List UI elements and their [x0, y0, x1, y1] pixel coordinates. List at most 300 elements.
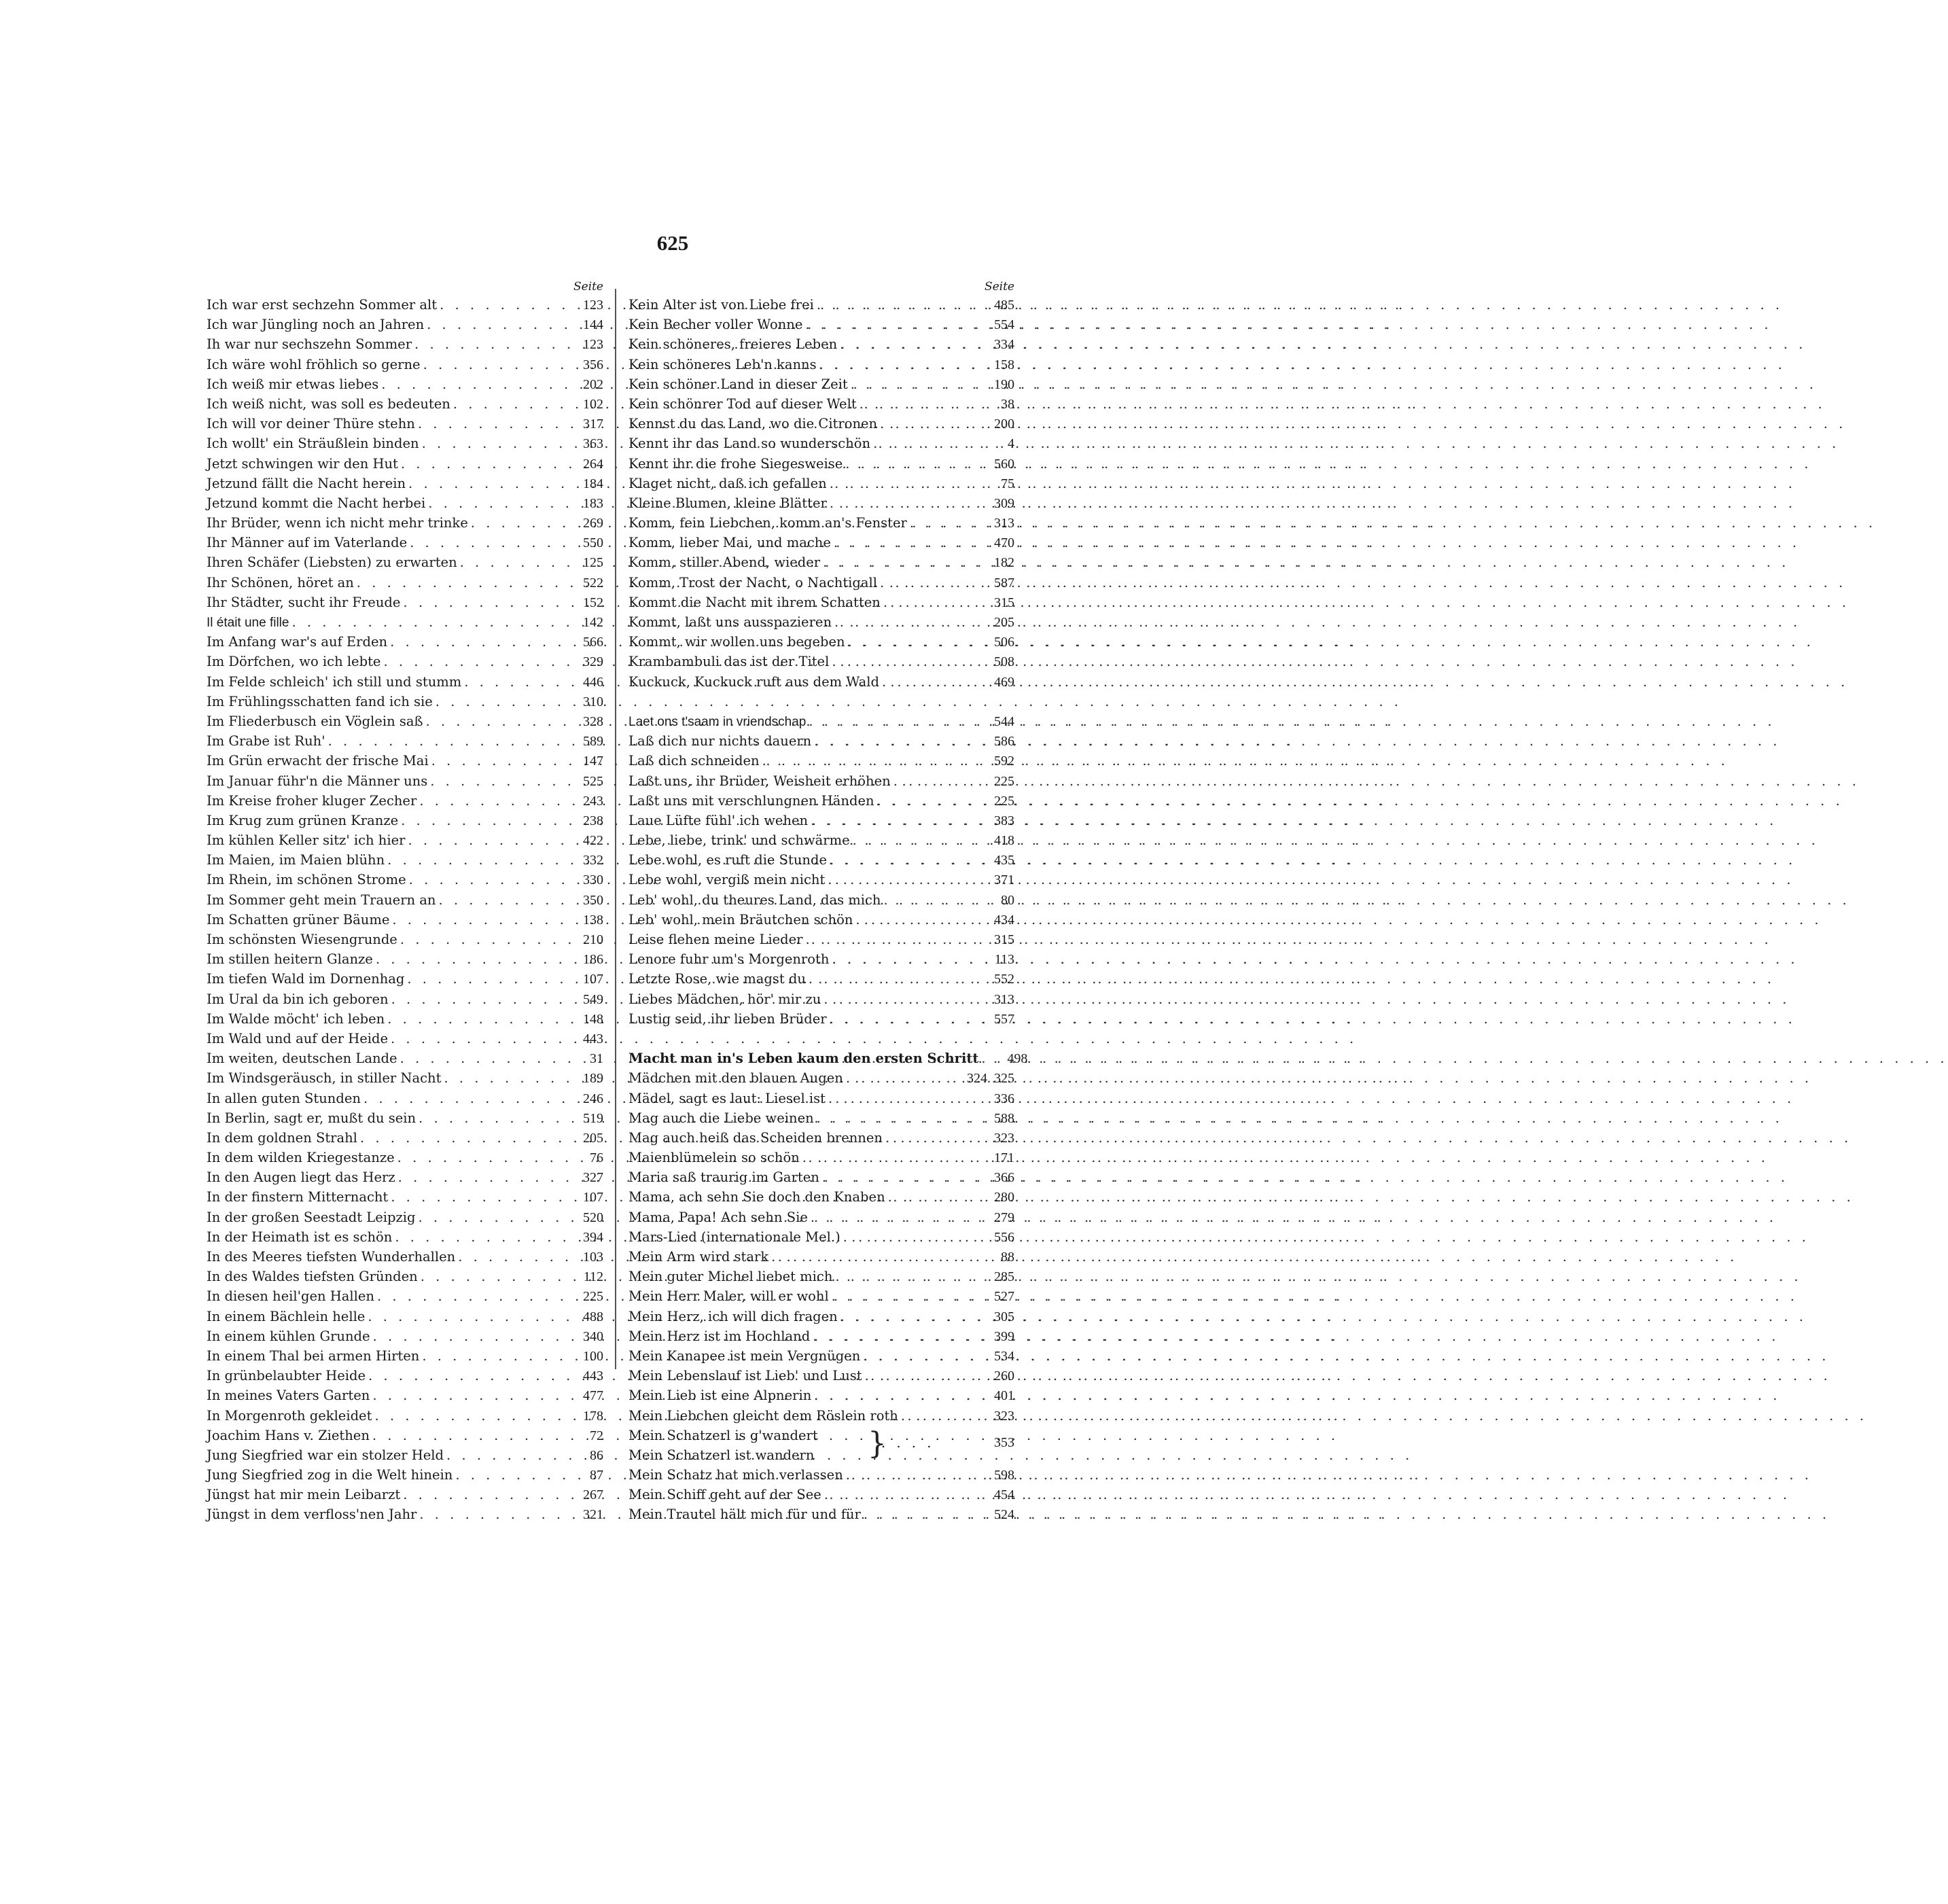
entry-title: In einem kühlen Grunde	[207, 1328, 370, 1344]
leader-dots	[406, 474, 569, 493]
entry-page-number: 305	[994, 1309, 1014, 1324]
index-entry	[207, 672, 603, 692]
entry-page-number: 107	[583, 1190, 603, 1205]
index-entry	[207, 1326, 603, 1346]
leader-dots	[405, 830, 569, 850]
entries-left	[207, 295, 603, 1525]
index-entry	[628, 612, 1014, 632]
entry-title: Im schönsten Wiesengrunde	[207, 932, 397, 947]
leader-dots	[814, 295, 980, 315]
leader-dots	[424, 315, 569, 334]
leader-dots	[808, 1207, 980, 1227]
index-entry	[628, 1247, 1014, 1267]
leader-dots	[380, 652, 569, 671]
index-entry	[207, 1227, 603, 1247]
leader-dots	[388, 1029, 569, 1048]
entry-title: Ihr Städter, sucht ihr Freude	[207, 594, 401, 610]
index-entry	[628, 1108, 1014, 1128]
index-entry	[628, 652, 1014, 671]
leader-dots	[444, 1445, 569, 1465]
seite-header-right: Seite	[984, 280, 1014, 294]
leader-dots	[819, 1167, 980, 1187]
entry-title: Im Windsgeräusch, in stiller Nacht	[207, 1070, 442, 1087]
entry-title: Im Walde möcht' ich leben	[207, 1010, 385, 1027]
index-entry	[207, 1386, 603, 1405]
index-column-left	[207, 279, 603, 1525]
entry-title: Jüngst in dem verfloss'nen Jahr	[207, 1506, 417, 1523]
entry-page-number: 488	[583, 1309, 603, 1324]
entry-page-number: 171	[994, 1150, 1014, 1166]
index-entry	[207, 811, 603, 830]
entry-page-number: 434	[994, 912, 1014, 928]
index-entry	[628, 850, 1014, 870]
leader-dots	[378, 374, 569, 394]
entry-page-number: 401	[994, 1388, 1014, 1404]
entry-page-number: 238	[583, 813, 603, 828]
entry-page-number: 327	[583, 1170, 603, 1186]
entry-page-number: 158	[994, 357, 1014, 372]
index-entry	[628, 533, 1014, 552]
entry-page-number: 443	[583, 1031, 603, 1046]
entry-title: Krambambuli das ist der Titel	[628, 654, 830, 670]
index-entry	[628, 1346, 1014, 1366]
index-entry	[628, 454, 1014, 474]
index-entry	[207, 1445, 603, 1465]
entry-page-number: 183	[583, 495, 603, 511]
entry-title: Im weiten, deutschen Lande	[207, 1051, 397, 1067]
entry-page-number: 190	[994, 376, 1014, 392]
leader-dots	[461, 672, 569, 692]
entry-title: Im stillen heitern Glanze	[207, 951, 373, 968]
entry-page-number: 520	[583, 1210, 603, 1225]
entry-page-number: 107	[583, 972, 603, 987]
entry-title: Im Maien, im Maien blühn	[207, 852, 385, 868]
index-entry	[207, 1286, 603, 1306]
index-entry	[207, 394, 603, 414]
index-entry	[207, 1307, 603, 1326]
brace-entry	[628, 1426, 1014, 1465]
entry-page-number: 399	[994, 1328, 1014, 1344]
index-entry	[628, 474, 1014, 493]
leader-dots	[407, 533, 569, 552]
index-entry	[628, 711, 1014, 731]
entry-title: Letzte Rose, wie magst du	[628, 971, 806, 987]
entry-page-number: 323	[994, 1130, 1014, 1146]
entry-page-number: 210	[583, 932, 603, 947]
leader-dots	[397, 930, 569, 949]
entry-page-number: 598	[994, 1468, 1014, 1483]
index-entry	[207, 652, 603, 671]
entry-title: In grünbelaubter Heide	[207, 1368, 366, 1384]
leader-dots	[398, 454, 569, 474]
entry-page-number: 225	[994, 773, 1014, 789]
leader-dots	[850, 830, 980, 850]
entry-page-number: 330	[583, 872, 603, 888]
entry-title: In der Heimath ist es schön	[207, 1229, 393, 1245]
index-entry	[628, 1227, 1014, 1247]
index-entry	[628, 394, 1014, 414]
leader-dots	[373, 949, 569, 969]
index-entry	[207, 573, 603, 593]
entry-page-number: 313	[994, 516, 1014, 531]
entry-page-number: 324. 325	[967, 1071, 1014, 1087]
entry-page-number: 557	[994, 1011, 1014, 1027]
index-entry	[628, 1089, 1014, 1108]
entry-title: Im Dörfchen, wo ich lebte	[207, 654, 381, 670]
leader-dots	[397, 1048, 569, 1068]
entry-title: In einem Thal bei armen Hirten	[207, 1347, 420, 1364]
leader-dots	[810, 1326, 980, 1346]
entry-title: Ihr Brüder, wenn ich nicht mehr trinke	[207, 515, 468, 531]
entry-title: Komm, fein Liebchen, komm an's Fenster	[628, 515, 907, 531]
index-entry	[628, 1504, 1014, 1524]
entry-page-number: 31	[590, 1051, 603, 1067]
leader-dots	[325, 731, 569, 751]
index-entry	[207, 751, 603, 771]
index-entry	[628, 1009, 1014, 1029]
entry-title: Im Fliederbusch ein Vöglein saß	[207, 713, 423, 729]
leader-dots	[811, 731, 980, 751]
index-entry	[628, 1307, 1014, 1326]
leader-dots	[387, 632, 569, 652]
entry-page-number: 328	[583, 713, 603, 729]
entry-page-number: 142	[583, 615, 603, 630]
leader-dots	[361, 1089, 569, 1108]
entry-title: Mädel, sagt es laut: Liesel ist	[628, 1090, 826, 1106]
entry-page-number: 315	[994, 595, 1014, 610]
entry-title: Im tiefen Wald im Dornenhag	[207, 971, 405, 987]
entry-title: Kommt, laßt uns ausspazieren	[628, 614, 832, 630]
index-entry	[628, 295, 1014, 315]
entry-page-number: 371	[994, 872, 1014, 888]
leader-dots	[370, 1426, 569, 1445]
leader-dots	[372, 1406, 569, 1426]
index-entry	[207, 1267, 603, 1286]
index-entry	[628, 989, 1014, 1009]
entry-page-number: 80	[1001, 892, 1014, 908]
entry-page-number: 86	[590, 1447, 603, 1463]
leader-dots	[808, 811, 980, 830]
leader-dots	[357, 1128, 569, 1148]
leader-dots	[416, 1108, 569, 1128]
entry-page-number: 38	[1001, 396, 1014, 412]
seite-header-left: Seite	[573, 280, 603, 294]
index-entry	[207, 949, 603, 969]
index-entry	[628, 930, 1014, 949]
entry-page-number: 125	[583, 555, 603, 571]
index-entry	[207, 513, 603, 533]
leader-dots	[423, 711, 569, 731]
index-entry	[207, 1406, 603, 1426]
entry-page-number: 88	[1001, 1250, 1014, 1265]
entry-page-number: 356	[583, 357, 603, 372]
leader-dots	[978, 1048, 993, 1068]
index-entry	[628, 1286, 1014, 1306]
index-entry	[207, 830, 603, 850]
leader-dots	[827, 493, 980, 513]
index-entry	[207, 969, 603, 989]
leader-dots	[803, 930, 980, 949]
entry-page-number: 506	[994, 635, 1014, 650]
entry-page-number: 443	[583, 1369, 603, 1384]
index-entry	[207, 1009, 603, 1029]
leader-dots	[832, 1267, 980, 1286]
leader-dots	[468, 513, 569, 533]
leader-dots	[385, 1009, 569, 1029]
entry-title: In einem Bächlein helle	[207, 1308, 366, 1324]
leader-dots	[415, 414, 569, 434]
entry-title: Im kühlen Keller sitz' ich hier	[207, 832, 406, 849]
entry-page-number: 587	[994, 575, 1014, 590]
index-entry	[628, 910, 1014, 930]
entry-title: Macht man in's Leben kaum den ersten Schritt	[628, 1051, 979, 1067]
entry-title: Mein Herz, ich will dich fragen	[628, 1308, 838, 1324]
leader-dots	[389, 989, 569, 1009]
leader-dots	[838, 1307, 980, 1326]
entries-m-end	[628, 1465, 1014, 1525]
entry-page-number: 418	[994, 833, 1014, 849]
entry-title: Laue Lüfte fühl' ich wehen	[628, 812, 809, 828]
leader-dots	[862, 1366, 980, 1386]
entry-page-number: 309	[994, 495, 1014, 511]
entry-page-number: 184	[583, 476, 603, 491]
entry-page-number: 113	[994, 952, 1014, 968]
leader-dots	[881, 890, 981, 910]
leader-dots	[825, 870, 980, 889]
leader-dots	[843, 1465, 980, 1485]
entry-title: Lenore fuhr um's Morgenroth	[628, 951, 830, 968]
entry-page-number: 383	[994, 813, 1014, 828]
entry-page-number: 279	[994, 1210, 1014, 1225]
leader-dots	[457, 552, 569, 572]
entry-page-number: 544	[994, 713, 1014, 729]
entry-title: Mein Kanapee ist mein Vergnügen	[628, 1347, 861, 1364]
index-entry	[207, 1068, 603, 1088]
index-entry	[628, 593, 1014, 612]
index-entry	[207, 910, 603, 930]
entry-title: Lebe, liebe, trink' und schwärme	[628, 832, 850, 849]
leader-dots	[437, 295, 569, 315]
leader-dots	[829, 652, 980, 671]
leader-dots	[455, 1247, 569, 1267]
leader-dots	[800, 1148, 980, 1167]
entry-title: Maria saß traurig im Garten	[628, 1169, 819, 1186]
index-entry	[207, 1465, 603, 1485]
index-entry	[207, 632, 603, 652]
index-entry	[628, 771, 1014, 791]
index-entry	[207, 612, 603, 632]
entry-page-number: 485	[994, 298, 1014, 313]
entry-page-number: 267	[583, 1487, 603, 1503]
entry-page-number: 100	[583, 1348, 603, 1364]
entry-page-number: 394	[583, 1229, 603, 1245]
leader-dots	[395, 1148, 569, 1167]
entry-title: In des Waldes tiefsten Gründen	[207, 1269, 418, 1285]
index-entry	[628, 1167, 1014, 1187]
index-entry	[628, 493, 1014, 513]
entry-title: Mama, Papa! Ach sehn Sie	[628, 1209, 808, 1225]
index-entry	[628, 751, 1014, 771]
entry-page-number: 469	[994, 674, 1014, 690]
entry-page-number: 243	[583, 793, 603, 809]
entry-title: Leb' wohl, mein Bräutchen schön	[628, 911, 853, 928]
entry-title: Laß dich schneiden	[628, 753, 760, 769]
leader-dots	[870, 434, 980, 453]
leader-dots	[374, 1286, 569, 1306]
leader-dots	[429, 751, 569, 771]
entry-page-number: 225	[583, 1289, 603, 1305]
index-entry	[628, 1465, 1014, 1485]
leader-dots	[406, 870, 569, 889]
entry-title: Kein Alter ist von Liebe frei	[628, 297, 814, 313]
entries-l	[628, 711, 1014, 1029]
leader-dots	[436, 890, 570, 910]
leader-dots	[366, 1366, 569, 1386]
brace-line-2: Mein Schatzerl ist wandern	[628, 1447, 815, 1463]
entry-title: Leise flehen meine Lieder	[628, 932, 803, 947]
index-entry	[628, 791, 1014, 811]
index-entry	[207, 1167, 603, 1187]
index-entry	[628, 890, 1014, 910]
entry-title: Im Grün erwacht der frische Mai	[207, 753, 429, 769]
leader-dots	[418, 1267, 569, 1286]
index-entry	[628, 1068, 1014, 1088]
entry-page-number: 148	[583, 1011, 603, 1027]
entry-title: Jetzund fällt die Nacht herein	[207, 475, 406, 491]
leader-dots	[907, 513, 980, 533]
index-entry	[628, 1326, 1014, 1346]
entry-title: Im Januar führ'n die Männer uns	[207, 773, 428, 789]
entry-page-number: 200	[994, 417, 1014, 432]
index-entry	[628, 830, 1014, 850]
index-entry	[207, 474, 603, 493]
entry-page-number: 225	[994, 793, 1014, 809]
entry-page-number: 534	[994, 1348, 1014, 1364]
entry-page-number: 72	[590, 1428, 603, 1443]
entry-page-number: 4	[1008, 436, 1014, 452]
entry-page-number: 123	[583, 298, 603, 313]
leader-dots	[845, 632, 980, 652]
index-entry	[628, 374, 1014, 394]
entry-page-number: 363	[583, 436, 603, 452]
entry-page-number: 315	[994, 932, 1014, 947]
leader-dots	[768, 1247, 980, 1267]
index-entry	[207, 552, 603, 572]
entry-title: Jüngst hat mir mein Leibarzt	[207, 1487, 401, 1503]
index-entry	[207, 870, 603, 889]
entry-title: Komm, Trost der Nacht, o Nachtigall	[628, 574, 877, 590]
leader-dots	[370, 1386, 569, 1405]
entry-title: Kein schöneres, freieres Leben	[628, 336, 838, 353]
entry-title: Jetzund kommt die Nacht herbei	[207, 495, 426, 511]
index-entry	[628, 969, 1014, 989]
entry-title: Ich will vor deiner Thüre stehn	[207, 416, 415, 432]
leader-dots	[821, 1485, 980, 1504]
index-entry	[628, 434, 1014, 453]
index-entry	[628, 1187, 1014, 1207]
index-entry	[207, 315, 603, 334]
leader-dots	[417, 1504, 569, 1524]
entry-page-number: 350	[583, 892, 603, 908]
entry-title: Liebes Mädchen, hör' mir zu	[628, 991, 821, 1007]
entry-title: Kennt ihr das Land so wunderschön	[628, 436, 871, 452]
leader-dots	[885, 1187, 980, 1207]
index-entry	[628, 552, 1014, 572]
entry-page-number: 470	[994, 535, 1014, 551]
entry-title: Mein Trautel hält mich für und für	[628, 1506, 861, 1523]
entry-title: Komm, lieber Mai, und mache	[628, 535, 831, 551]
entry-title: Mein guter Michel liebet mich	[628, 1269, 833, 1285]
entry-page-number: 554	[994, 317, 1014, 333]
entry-page-number: 285	[994, 1269, 1014, 1285]
entry-title: Komm, stiller Abend, wieder	[628, 554, 821, 571]
index-entry	[207, 1247, 603, 1267]
entry-page-number: 524	[994, 1507, 1014, 1523]
entry-page-number: 586	[994, 734, 1014, 750]
entry-page-number: 264	[583, 456, 603, 472]
leader-dots	[354, 573, 569, 593]
entry-page-number: 178	[583, 1408, 603, 1424]
entry-page-number: 508	[994, 654, 1014, 670]
leader-dots	[400, 593, 569, 612]
entry-title: In den Augen liegt das Herz	[207, 1169, 395, 1186]
leader-dots	[404, 969, 569, 989]
entry-title: Ich war erst sechzehn Sommer alt	[207, 297, 438, 313]
entry-title: Maienblümelein so schön	[628, 1150, 800, 1166]
leader-dots	[427, 771, 569, 791]
entry-page-number: 522	[583, 575, 603, 590]
leader-dots	[821, 989, 980, 1009]
index-entry	[628, 573, 1014, 593]
entry-page-number: 588	[994, 1110, 1014, 1126]
entry-title: Laßt uns, ihr Brüder, Weisheit erhöhen	[628, 773, 891, 789]
curly-brace-icon: }	[868, 1426, 887, 1461]
leader-dots	[412, 334, 569, 354]
leader-dots	[827, 474, 980, 493]
entry-title: Mama, ach sehn Sie doch den Knaben	[628, 1189, 885, 1205]
entry-page-number: 182	[994, 555, 1014, 571]
index-entry	[628, 1386, 1014, 1405]
leader-dots	[820, 552, 980, 572]
entry-title: Kennst du das Land, wo die Citronen	[628, 416, 878, 432]
index-entry	[207, 791, 603, 811]
leader-dots	[879, 672, 980, 692]
entry-page-number: 317	[583, 417, 603, 432]
entry-page-number: 592	[994, 754, 1014, 769]
leader-dots	[874, 791, 980, 811]
entry-title: In allen guten Stunden	[207, 1090, 361, 1106]
leader-dots	[829, 949, 980, 969]
entry-page-number: 205	[583, 1130, 603, 1146]
index-entry	[207, 1366, 603, 1386]
index-entry	[628, 811, 1014, 830]
leader-dots	[450, 394, 569, 414]
leader-dots	[802, 315, 980, 334]
entry-title: Ih war nur sechszehn Sommer	[207, 336, 412, 353]
section-gap	[628, 692, 1014, 711]
leader-dots	[806, 711, 980, 731]
leader-dots	[831, 533, 980, 552]
index-entry	[207, 1089, 603, 1108]
leader-dots	[860, 1346, 980, 1366]
entry-title: In der finstern Mitternacht	[207, 1189, 389, 1205]
index-entry	[207, 334, 603, 354]
leader-dots	[416, 1207, 570, 1227]
leader-dots	[891, 771, 980, 791]
leader-dots	[425, 493, 569, 513]
entry-title: Jetzt schwingen wir den Hut	[207, 455, 398, 472]
entry-title: Ich wollt' ein Sträußlein binden	[207, 436, 419, 452]
